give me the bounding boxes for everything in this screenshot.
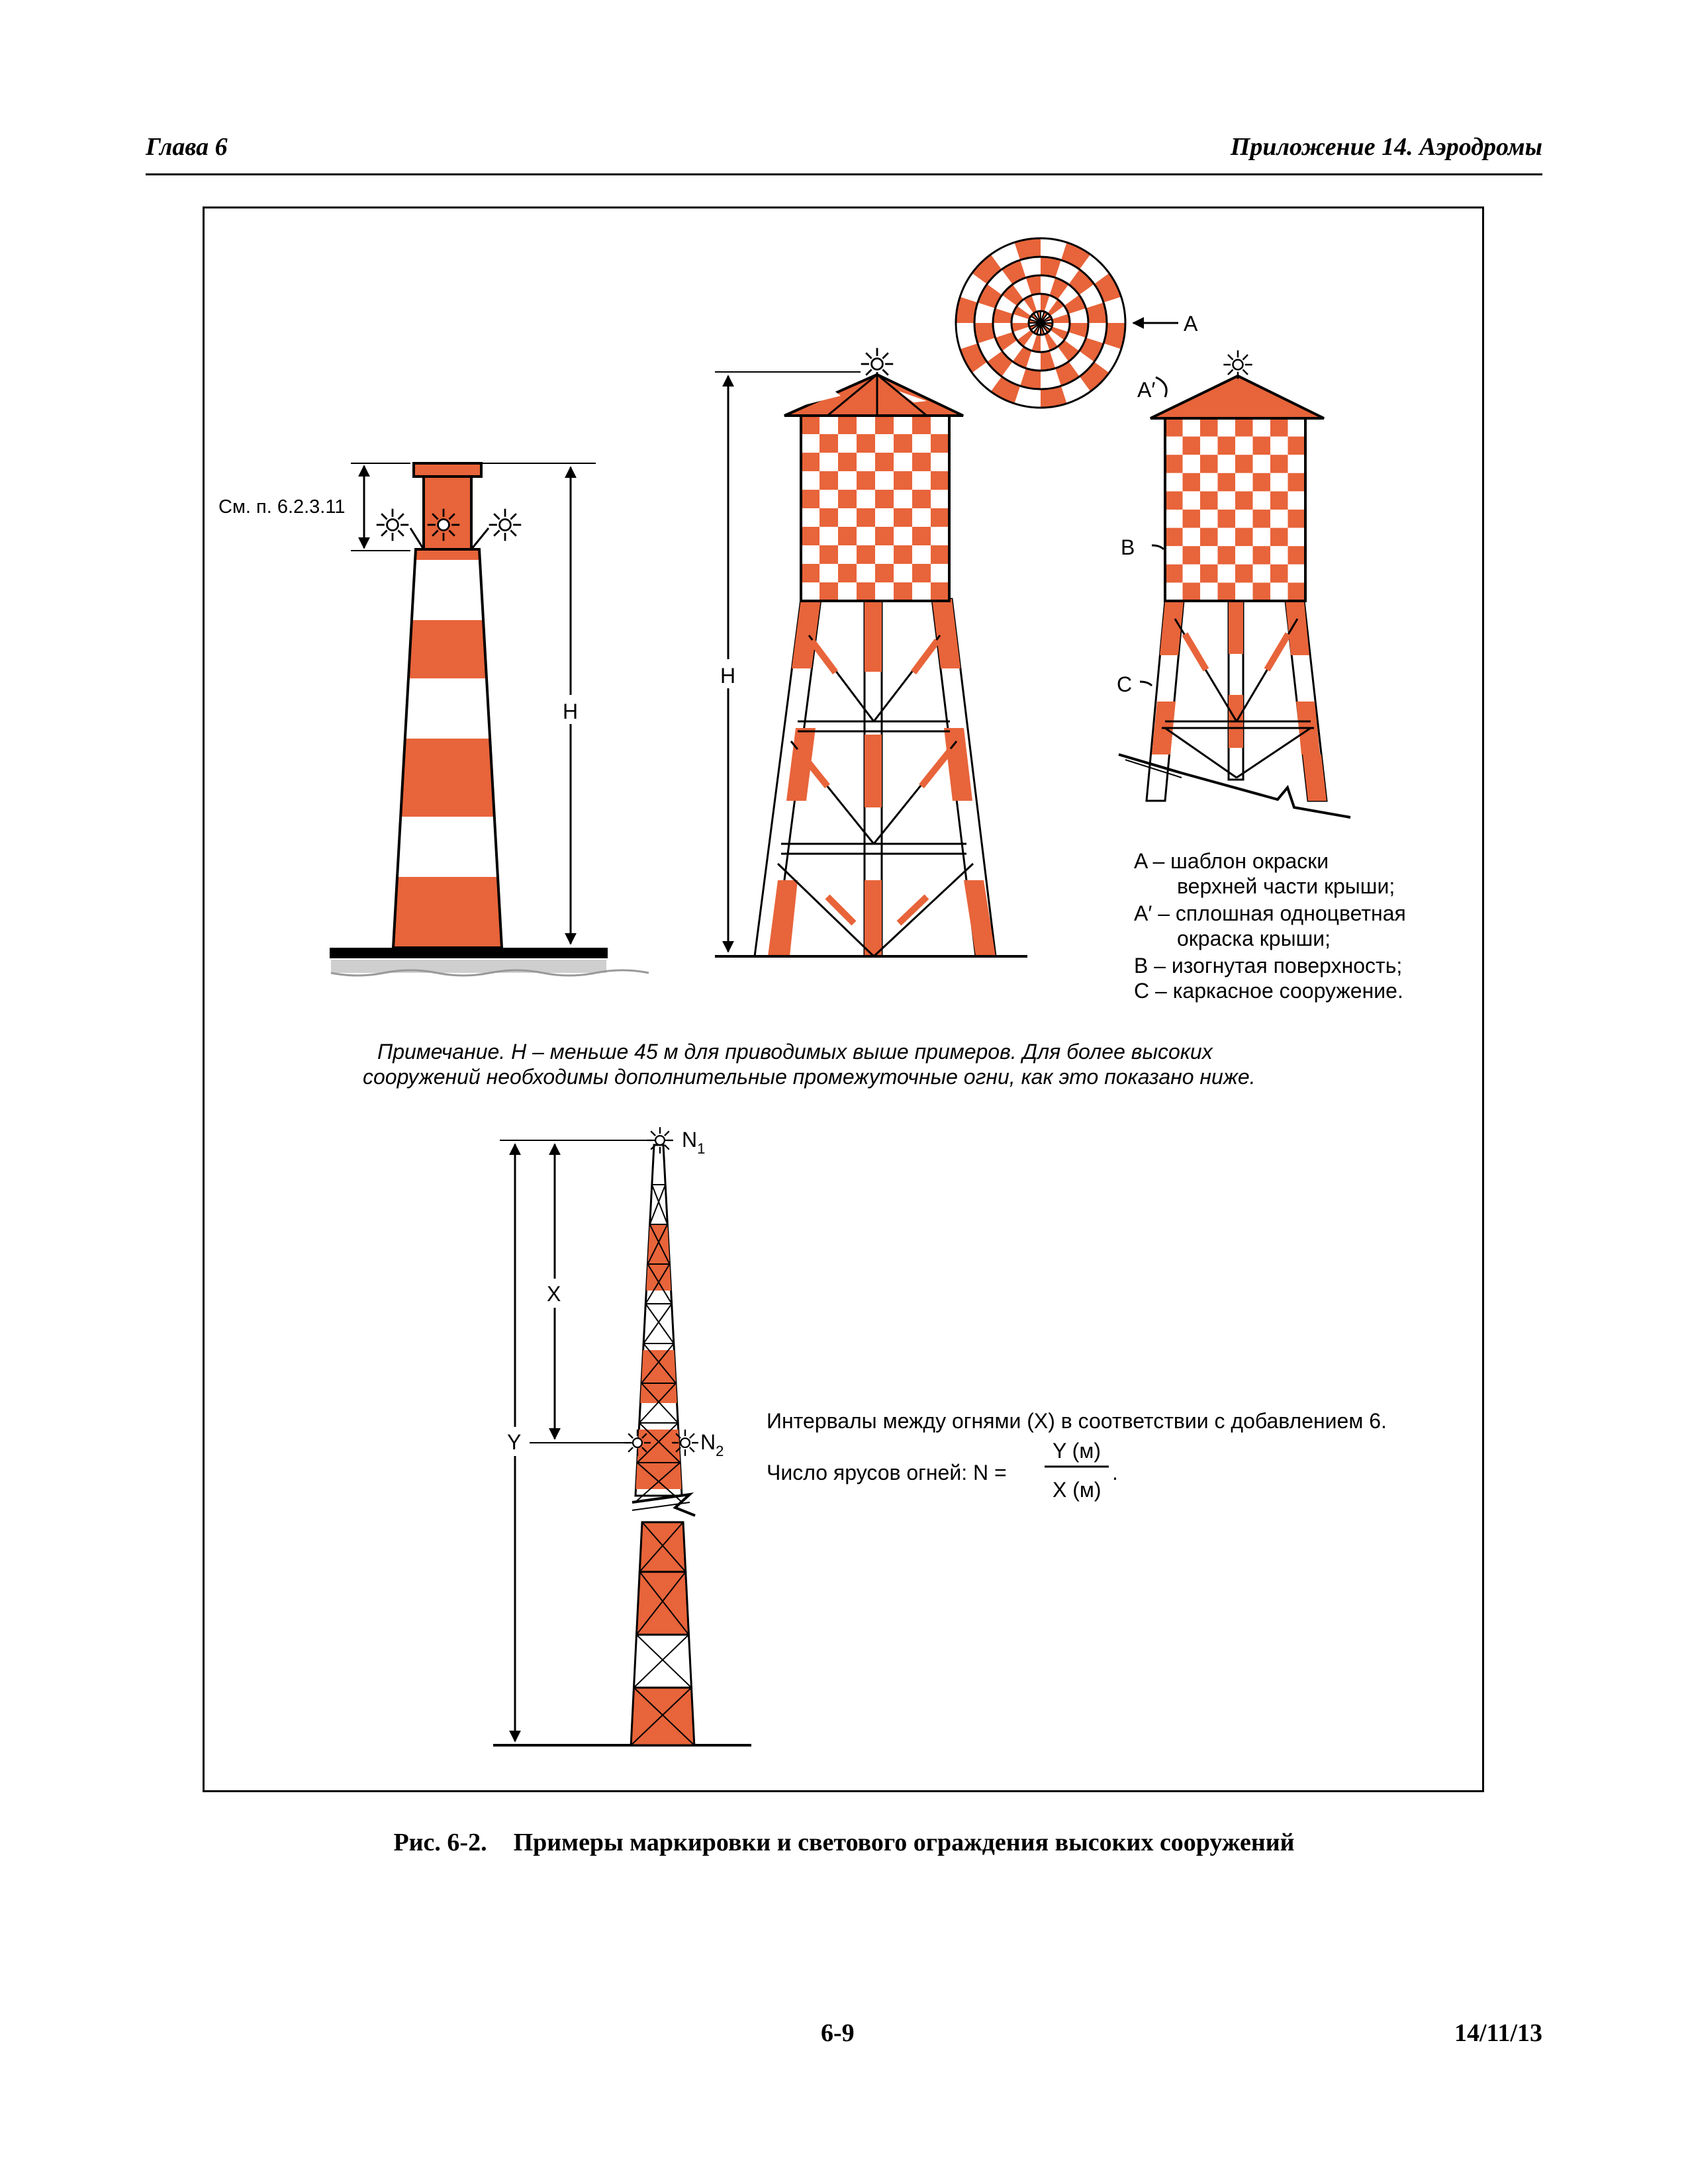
chimney-drawing <box>330 463 649 976</box>
label-n2 <box>700 1430 724 1459</box>
page-number: 6-9 <box>821 2019 855 2047</box>
interval-text: Интервалы между огнями (X) в соответствии с добавлением 6. <box>767 1409 1387 1433</box>
tower-h-label: H <box>720 664 736 688</box>
label-c: C <box>1117 672 1133 696</box>
legend-line-2: верхней части крыши; <box>1177 874 1395 898</box>
mast-y-label: Y <box>507 1430 522 1454</box>
label-n2-sub: 2 <box>716 1443 724 1459</box>
figure-caption-title: Примеры маркировки и светового ограждения высоких сооружений <box>513 1829 1295 1856</box>
formula-end: . <box>1112 1461 1118 1484</box>
legend-line-5: B – изогнутая поверхность; <box>1134 954 1403 978</box>
tiers-label: Число ярусов огней: N = <box>767 1461 1007 1484</box>
figure-caption <box>0 1828 1688 1857</box>
label-n1 <box>682 1128 705 1157</box>
legend-line-6: C – каркасное сооружение. <box>1134 979 1403 1003</box>
legend-line-1: A – шаблон окраски <box>1134 849 1329 873</box>
note-line-2: сооружений необходимы дополнительные промежуточные огни, как это показано ниже. <box>363 1065 1256 1089</box>
formula-numerator: Y (м) <box>1053 1439 1101 1463</box>
water-tower-drawing <box>715 348 1027 956</box>
label-n1-sub: 1 <box>697 1140 706 1157</box>
note-line-1: Примечание. H – меньше 45 м для приводимых выше примеров. Для более высоких <box>377 1040 1213 1064</box>
label-n2-letter: N <box>700 1430 716 1454</box>
legend-line-4: окраска крыши; <box>1177 927 1331 950</box>
legend-line-3: A′ – сплошная одноцветная <box>1134 901 1406 925</box>
label-b: B <box>1121 535 1135 559</box>
label-a-prime: A′ <box>1137 378 1156 402</box>
label-n1-letter: N <box>682 1128 698 1152</box>
formula-denominator: X (м) <box>1053 1478 1102 1502</box>
legend <box>1134 849 1406 1003</box>
label-a: A <box>1184 312 1198 336</box>
chimney-h-label: H <box>563 700 579 723</box>
mast-x-label: X <box>547 1282 561 1306</box>
roof-pattern-a <box>956 238 1125 408</box>
right-tower-drawing <box>1119 350 1350 817</box>
chapter-header: Глава 6 <box>146 133 228 161</box>
figure-caption-number: Рис. 6-2. <box>393 1829 487 1856</box>
page-date: 14/11/13 <box>1454 2019 1542 2047</box>
annex-header: Приложение 14. Аэродромы <box>1230 133 1542 161</box>
chimney-ref-label: См. п. 6.2.3.11 <box>218 496 346 518</box>
